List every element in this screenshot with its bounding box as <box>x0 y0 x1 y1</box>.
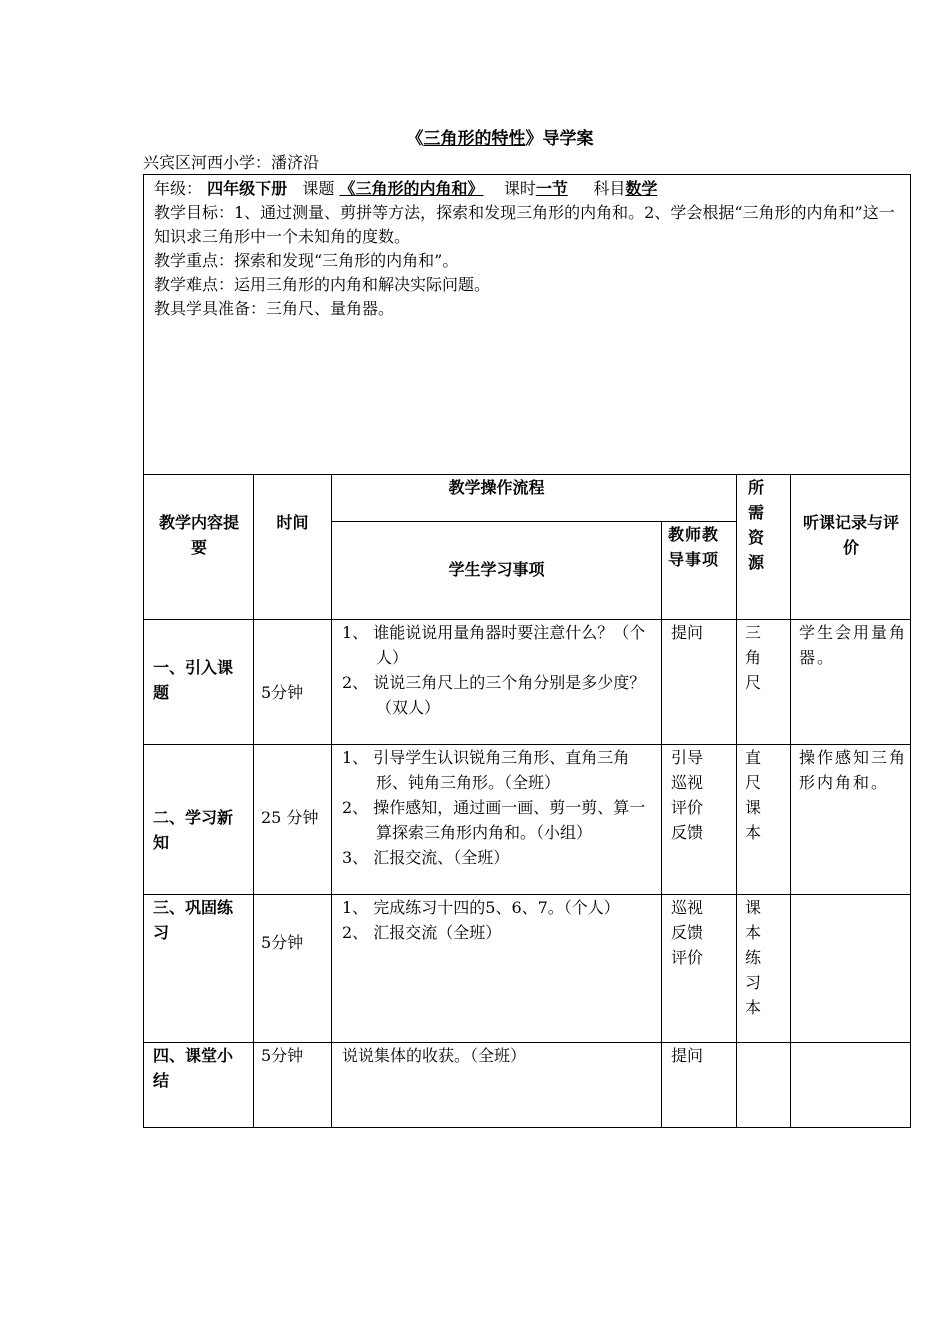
record-cell: 操作感知三角形内角和。 <box>799 748 908 792</box>
divider <box>736 474 737 1127</box>
header-resources: 所需资源 <box>748 478 765 572</box>
author-line: 兴宾区河西小学：潘济沿 <box>143 153 320 172</box>
tools: 教具学具准备：三角尺、量角器。 <box>154 299 395 318</box>
list-item: 2、 说说三角尺上的三个角分别是多少度？（双人） <box>342 673 646 717</box>
title-underlined: 三角形的特性 <box>423 129 526 149</box>
student-items <box>342 895 656 945</box>
key-point: 教学重点：探索和发现“三角形的内角和”。 <box>154 251 459 270</box>
section-title: 二、学习新知 <box>153 808 234 852</box>
header-teacher: 教师教导事项 <box>668 525 720 569</box>
section-title: 三、巩固练习 <box>153 898 234 942</box>
student-item: 说说集体的收获。（全班） <box>342 1046 527 1065</box>
section-title: 一、引入课题 <box>153 658 234 702</box>
teacher-cell: 提问 <box>671 1046 704 1065</box>
divider <box>253 474 254 1127</box>
list-item: 1、 引导学生认识锐角三角形、直角三角形、钝角三角形。（全班） <box>342 748 630 792</box>
header-time: 时间 <box>276 513 309 532</box>
list-item: 1、 谁能说说用量角器时要注意什么？（个人） <box>342 623 646 667</box>
section-title: 四、课堂小结 <box>153 1046 234 1090</box>
lesson-plan-table <box>143 174 911 1128</box>
document-title: 《三角形的特性》导学案 <box>406 129 594 149</box>
teacher-cell: 引导巡视评价反馈 <box>671 748 704 842</box>
divider <box>790 474 791 1127</box>
header-student: 学生学习事项 <box>448 560 545 579</box>
resource-cell: 直尺课本 <box>745 748 762 842</box>
student-items <box>342 620 656 720</box>
header-content: 教学内容提要 <box>158 513 239 557</box>
period-label: 课时 <box>503 179 536 198</box>
list-item: 3、 汇报交流、（全班） <box>342 848 510 867</box>
list-item: 1、 完成练习十四的5、6、7。（个人） <box>342 898 620 917</box>
teacher-cell: 提问 <box>671 623 704 642</box>
topic-value: 《三角形的内角和》 <box>339 179 484 198</box>
header-record: 听课记录与评价 <box>802 513 899 557</box>
time-cell: 5分钟 <box>261 933 304 952</box>
grade-value: 四年级下册 <box>207 179 288 198</box>
time-cell: 5分钟 <box>261 683 304 702</box>
list-item: 2、 操作感知，通过画一画、剪一剪、算一算探索三角形内角和。（小组） <box>342 798 646 842</box>
student-items <box>342 745 656 870</box>
topic-label: 课题 <box>302 179 335 198</box>
time-cell: 25 分钟 <box>261 808 319 827</box>
resource-cell: 课本练习本 <box>745 898 762 1017</box>
period-value: 一节 <box>535 179 568 198</box>
divider <box>661 521 662 1127</box>
grade-label: 年级： <box>154 179 203 198</box>
difficulty: 教学难点：运用三角形的内角和解决实际问题。 <box>154 275 491 294</box>
resource-cell: 三角尺 <box>745 623 762 692</box>
list-item: 2、 汇报交流（全班） <box>342 923 502 942</box>
teaching-objectives: 教学目标：1、通过测量、剪拼等方法，探索和发现三角形的内角和。2、学会根据“三角形的内角和”这一知识求三角形中一个未知角的度数。 <box>154 203 895 246</box>
lesson-info <box>154 177 906 321</box>
header-flow: 教学操作流程 <box>448 478 545 497</box>
record-cell: 学生会用量角器。 <box>799 623 908 667</box>
time-cell: 5分钟 <box>261 1046 304 1065</box>
subject-label: 科目 <box>593 179 626 198</box>
teacher-cell: 巡视反馈评价 <box>671 898 704 967</box>
subject-value: 数学 <box>625 179 658 198</box>
meta-line <box>154 177 906 201</box>
